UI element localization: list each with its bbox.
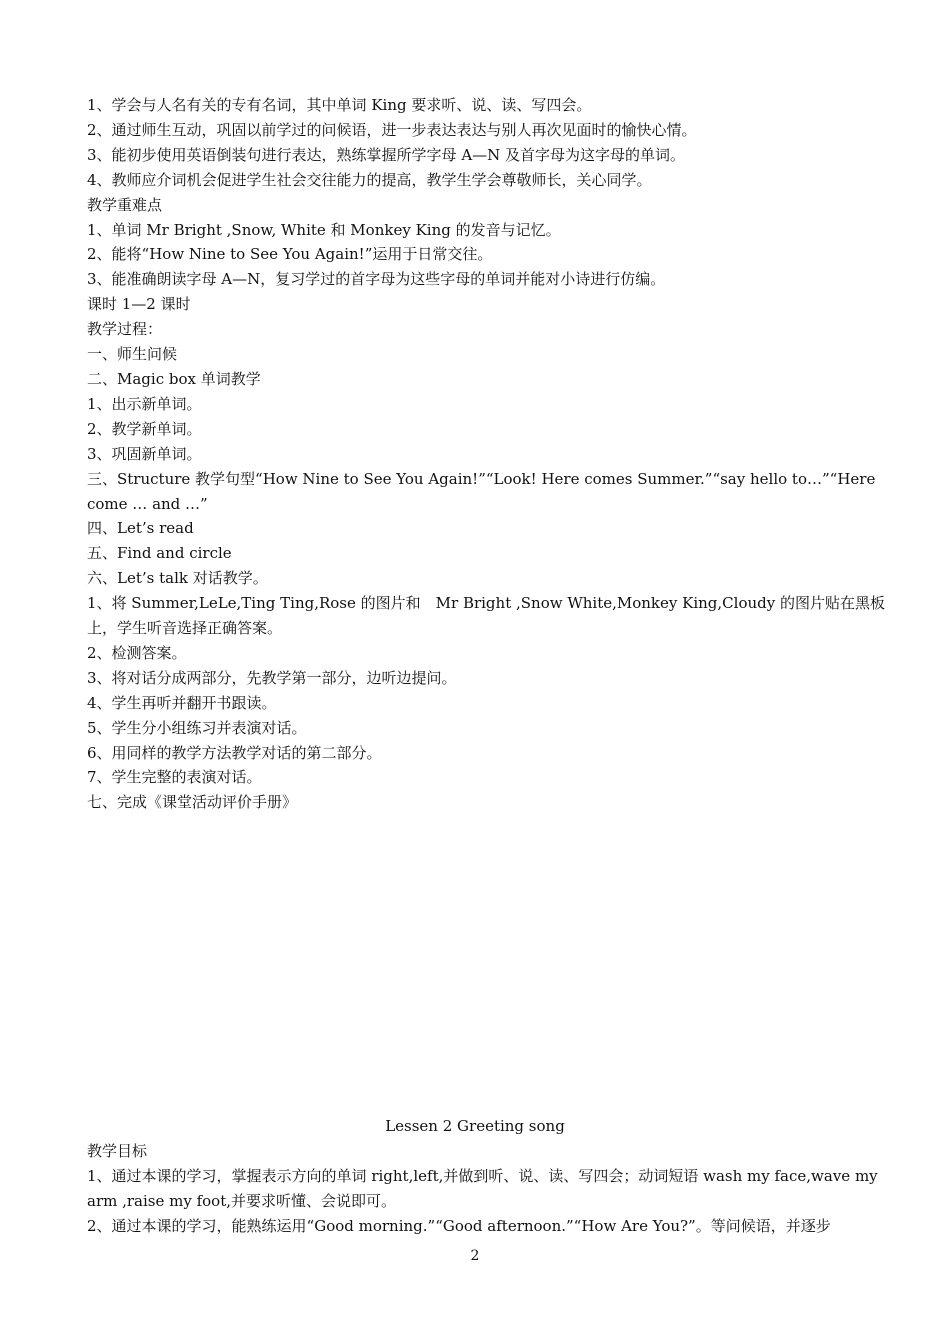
section-heading: 教学重难点 <box>87 195 163 214</box>
text-line: 4、教师应介词机会促进学生社会交往能力的提高，教学生学会尊敬师长，关心同学。 <box>87 170 652 189</box>
section-heading: 教学过程： <box>87 320 163 339</box>
lesson-plan-body <box>87 93 887 815</box>
text-line: 3、巩固新单词。 <box>87 444 202 463</box>
text-line: 1、出示新单词。 <box>87 394 202 413</box>
page-number: 2 <box>470 1248 480 1264</box>
text-line: 1、通过本课的学习，掌握表示方向的单词 right,left,并做到听、说、读、写四会；动词短语 wash my face,wave my arm ,raise my foot,并要求听懂、会说即可。 <box>87 1166 878 1210</box>
text-line: 四、Let’s read <box>87 519 194 538</box>
text-line: 1、学会与人名有关的专有名词，其中单词 King 要求听、说、读、写四会。 <box>87 96 592 114</box>
text-line: 7、学生完整的表演对话。 <box>87 768 262 787</box>
text-line: 2、检测答案。 <box>87 643 187 662</box>
text-line: 3、将对话分成两部分，先教学第一部分，边听边提问。 <box>87 668 457 687</box>
text-line: 2、通过本课的学习，能熟练运用“Good morning.”“Good afternoon.”“How Are You?”。等问候语，并逐步 <box>87 1216 831 1235</box>
lesson-title: Lessen 2 Greeting song <box>385 1117 565 1135</box>
text-line: 3、能初步使用英语倒装句进行表达，熟练掌握所学字母 A—N 及首字母为这字母的单词。 <box>87 145 686 164</box>
text-line: 1、单词 Mr Bright ,Snow, White 和 Monkey King 的发音与记忆。 <box>87 220 561 239</box>
text-line: 二、Magic box 单词教学 <box>87 369 261 388</box>
text-line: 三、Structure 教学句型“How Nine to See You Again!”“Look! Here comes Summer.”“say hello to…”“Here come … and …” <box>87 469 876 513</box>
text-line: 2、通过师生互动，巩固以前学过的问候语，进一步表达表达与别人再次见面时的愉快心情。 <box>87 120 697 139</box>
text-line: 6、用同样的教学方法教学对话的第二部分。 <box>87 743 382 762</box>
section-heading: 课时 1—2 课时 <box>87 295 191 314</box>
text-line: 2、能将“How Nine to See You Again!”运用于日常交往。 <box>87 245 493 264</box>
text-line: 一、师生问候 <box>87 345 178 364</box>
lesson-two-body <box>87 1139 887 1239</box>
text-line: 3、能准确朗读字母 A—N，复习学过的首字母为这些字母的单词并能对小诗进行仿编。 <box>87 270 666 289</box>
text-line: 5、学生分小组练习并表演对话。 <box>87 718 307 737</box>
text-line: 4、学生再听并翻开书跟读。 <box>87 693 277 712</box>
text-line: 2、教学新单词。 <box>87 419 202 438</box>
section-heading: 教学目标 <box>87 1142 148 1160</box>
text-line: 五、Find and circle <box>87 544 232 563</box>
text-line: 1、将 Summer,LeLe,Ting Ting,Rose 的图片和 Mr Bright ,Snow White,Monkey King,Cloudy 的图片贴在黑板上，学生听音选择正确答案。 <box>87 594 885 638</box>
text-line: 七、完成《课堂活动评价手册》 <box>87 793 298 812</box>
text-line: 六、Let’s talk 对话教学。 <box>87 569 268 588</box>
